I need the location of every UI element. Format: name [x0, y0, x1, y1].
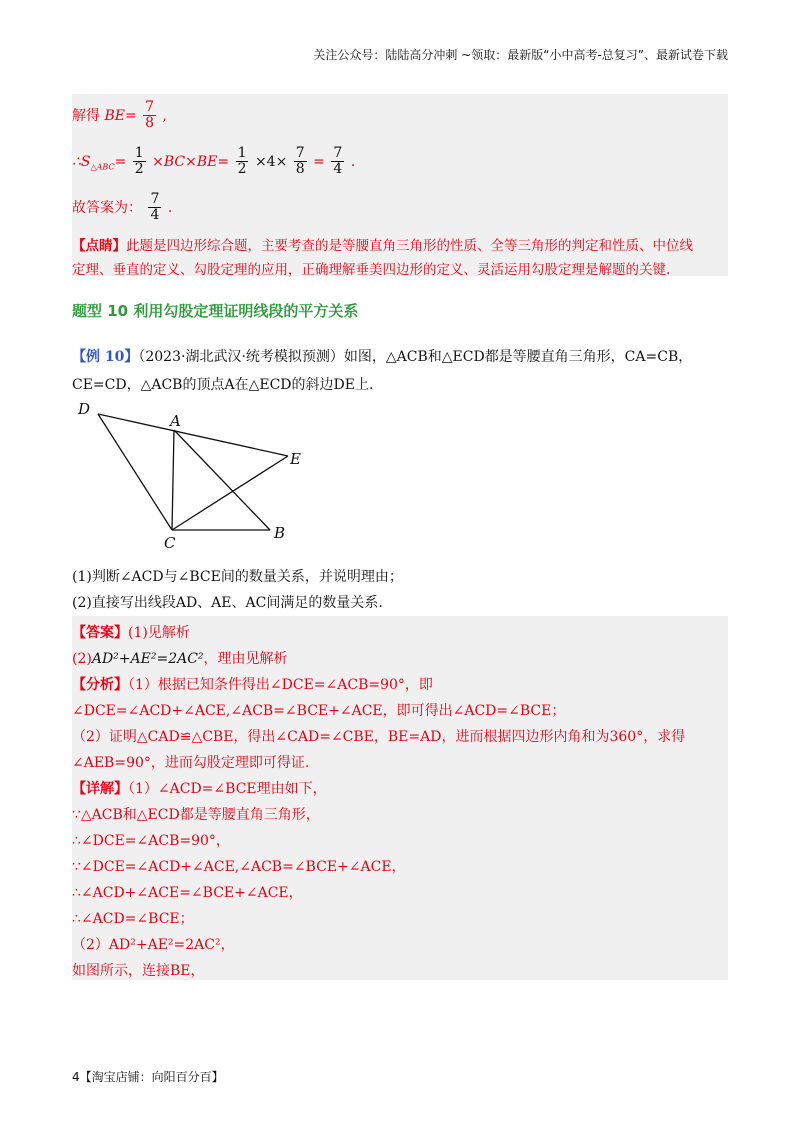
note-line-2: 定理、垂直的定义、勾股定理的应用，正确理解垂美四边形的定义、灵活运用勾股定理是解题的关键.	[72, 262, 671, 278]
segment-DC	[98, 414, 172, 530]
area-line: $\therefore S_{\triangle ABC}=$ $\frac{1}{2}$ ×BC×BE= $\frac{1}{2}$ ×4× $\frac{7}{8}$ = $\frac{7}{4}$ .	[72, 145, 356, 178]
section-title: 题型 10 利用勾股定理证明线段的平方关系	[72, 302, 359, 320]
analysis-line-4: ∠AEB=90°，进而勾股定理即可得证.	[72, 755, 310, 771]
example-line-2: CE=CD，△ACB的顶点A在△ECD的斜边DE上.	[72, 377, 374, 393]
analysis-line-1: 【分析】（1）根据已知条件得出∠DCE=∠ACB=90°，即	[72, 677, 433, 693]
note-line-1: 【点睛】此题是四边形综合题，主要考查的是等腰直角三角形的性质、全等三角形的判定和性质、中位线	[72, 238, 693, 254]
label-A: A	[170, 412, 181, 430]
solution-box-top	[72, 94, 728, 276]
answer-line-2: (2)AD²+AE²=2AC²，理由见解析	[72, 651, 288, 667]
detail-line-3: ∴∠DCE=∠ACB=90°，	[72, 833, 230, 849]
detail-line-7: （2）AD²+AE²=2AC²，	[72, 937, 235, 953]
question-2: (2)直接写出线段AD、AE、AC间满足的数量关系.	[72, 595, 383, 611]
page-number: 4	[72, 1070, 80, 1084]
segment-AB	[174, 430, 270, 530]
detail-line-1: 【详解】（1）∠ACD=∠BCE理由如下，	[72, 781, 327, 797]
triangle-figure	[72, 396, 332, 556]
solve-be-line: 解得 BE= $\frac{7}{8}$ ,	[72, 99, 167, 132]
answer-box	[72, 616, 728, 980]
final-answer-line: 故答案为： $\frac{7}{4}$ .	[72, 191, 173, 224]
label-B: B	[274, 524, 286, 542]
fraction: $\frac{7}{8}$	[145, 99, 155, 132]
label-E: E	[290, 450, 301, 468]
detail-line-8: 如图所示，连接BE，	[72, 963, 205, 979]
answer-line-1: 【答案】(1)见解析	[72, 625, 190, 641]
example-line-1: 【例 10】（2023·湖北武汉·统考模拟预测）如图，△ACB和△ECD都是等腰直角三角形，CA=CB，	[72, 349, 693, 365]
question-1: (1)判断∠ACD与∠BCE间的数量关系，并说明理由；	[72, 569, 403, 585]
detail-line-2: ∵△ACB和△ECD都是等腰直角三角形，	[72, 807, 320, 823]
segment-EC	[172, 456, 288, 530]
label-D: D	[78, 400, 91, 418]
detail-line-4: ∵∠DCE=∠ACD+∠ACE,∠ACB=∠BCE+∠ACE，	[72, 859, 406, 875]
page-header: 关注公众号：陆陆高分冲刺 ~领取：最新版“小中高考-总复习”、最新试卷下载	[313, 48, 728, 62]
analysis-line-3: （2）证明△CAD≌△CBE，得出∠CAD=∠CBE，BE=AD，进而根据四边形内角和为360°，求得	[72, 729, 686, 745]
detail-line-6: ∴∠ACD=∠BCE；	[72, 911, 194, 927]
segment-AC	[172, 430, 174, 530]
label-C: C	[164, 534, 176, 552]
page-footer	[72, 1068, 224, 1085]
analysis-line-2: ∠DCE=∠ACD+∠ACE,∠ACB=∠BCE+∠ACE，即可得出∠ACD=∠BCE；	[72, 703, 566, 719]
detail-line-5: ∴∠ACD+∠ACE=∠BCE+∠ACE，	[72, 885, 303, 901]
footer-shop: 【淘宝店铺：向阳百分百】	[79, 1070, 224, 1084]
